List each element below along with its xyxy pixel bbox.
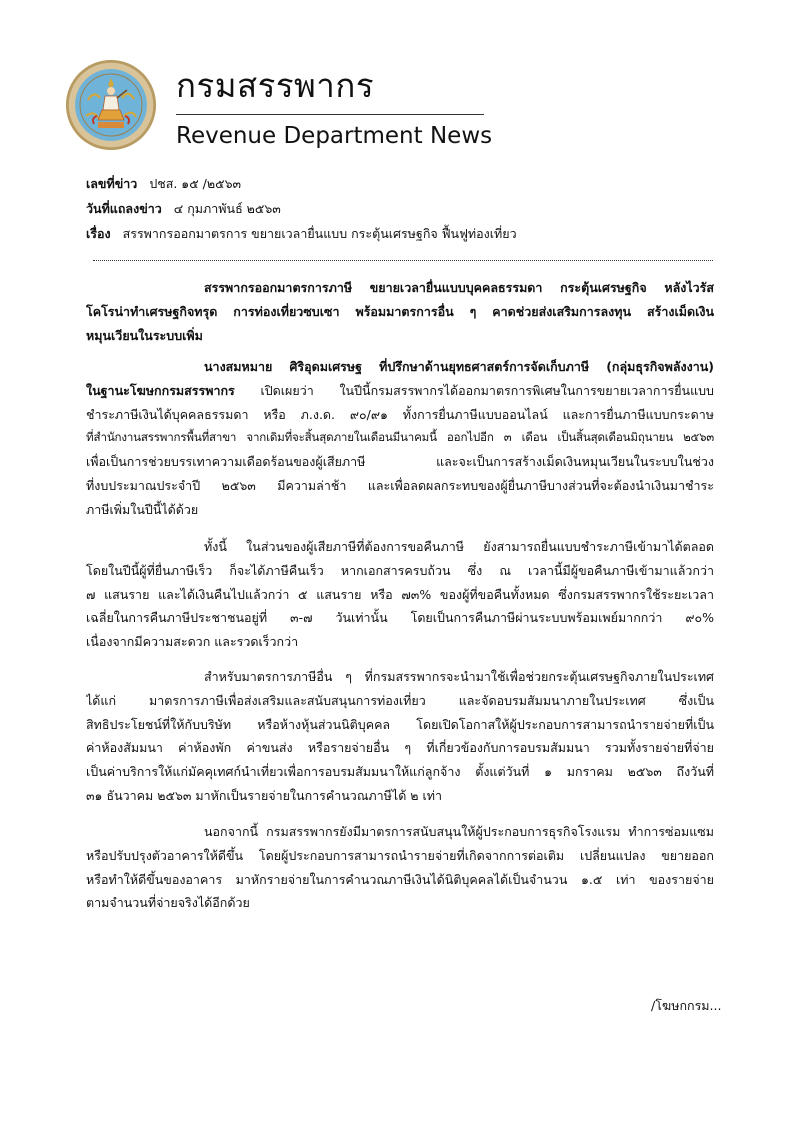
org-name-en: Revenue Department News	[176, 123, 493, 149]
subject-label: เรื่อง	[86, 226, 111, 241]
headline-line: สรรพากรออกมาตรการภาษี ขยายเวลายื่นแบบบุคคลธรรมดา กระตุ้นเศรษฐกิจ หลังไวรัส	[204, 280, 714, 295]
headline-line: หมุนเวียนในระบบเพิ่ม	[86, 327, 203, 343]
paragraph-line: สิทธิประโยชน์ที่ให้กับบริษัท หรือห้างหุ้นส่วนนิติบุคคล โดยเปิดโอกาสให้ผู้ประกอบการสามารถนำรายจ่ายที่เป็น	[86, 716, 714, 732]
header-divider	[176, 114, 484, 115]
paragraph-line: ค่าห้องสัมมนา ค่าห้องพัก ค่าขนส่ง หรือรายจ่ายอื่น ๆ ที่เกี่ยวข้องกับการอบรมสัมมนา รวมทั้งรายจ่ายที่จ่าย	[86, 740, 714, 756]
speaker-line: นางสมหมาย ศิริอุดมเศรษฐ ที่ปรึกษาด้านยุทธศาสตร์การจัดเก็บภาษี (กลุ่มธุรกิจพลังงาน)	[204, 359, 714, 374]
paragraph-tourism-measures	[86, 665, 714, 808]
paragraph-line: สำหรับมาตรการภาษีอื่น ๆ ที่กรมสรรพากรจะนำมาใช้เพื่อช่วยกระตุ้นเศรษฐกิจภายในประเทศ	[204, 669, 714, 684]
paragraph-line: โดยในปีนี้ผู้ที่ยื่นภาษีเร็ว ก็จะได้ภาษีคืนเร็ว หากเอกสารครบถ้วน ซึ่ง ณ เวลานี้มีผู้ขอคืนภาษีเข้ามาแล้วกว่า	[86, 562, 714, 578]
headline	[86, 276, 714, 347]
revenue-department-seal-icon	[66, 60, 156, 150]
paragraph-hotel-measures	[86, 820, 714, 915]
paragraph-line-rest: เปิดเผยว่า ในปีนี้กรมสรรพากรได้ออกมาตรการพิเศษในการขยายเวลาการยื่นแบบ	[234, 382, 714, 398]
subject-row	[86, 224, 517, 244]
paragraph-line: ที่งบประมาณประจำปี ๒๕๖๓ มีความล่าช้า และเพื่อลดผลกระทบของผู้ยื่นภาษีบางส่วนที่จะต้องนำเงินมาชำระ	[86, 477, 714, 493]
news-number-row	[86, 174, 241, 194]
paragraph-line: เพื่อเป็นการช่วยบรรเทาความเดือดร้อนของผู้เสียภาษี และจะเป็นการสร้างเม็ดเงินหมุนเวียนในระบบในช่วง	[86, 454, 714, 470]
subject-value: สรรพากรออกมาตรการ ขยายเวลายื่นแบบ กระตุ้นเศรษฐกิจ ฟื้นฟูท่องเที่ยว	[122, 226, 517, 241]
paragraph-line: หรือปรับปรุงตัวอาคารให้ดีขึ้น โดยผู้ประกอบการสามารถนำรายจ่ายที่เกิดจากการต่อเติม เปลี่ยนแปลง ขยายออก	[86, 847, 714, 863]
paragraph-line: เนื่องจากมีความสะดวก และรวดเร็วกว่า	[86, 634, 299, 650]
speaker-role: ในฐานะโฆษกกรมสรรพากร	[86, 382, 235, 398]
paragraph-line	[86, 379, 714, 403]
continuation-note: /โฆษกกรม...	[651, 998, 722, 1013]
paragraph-line: เฉลี่ยในการคืนภาษีประชาชนอยู่ที่ ๓-๗ วันเท่านั้น โดยเป็นการคืนภาษีผ่านระบบพร้อมเพย์มากกว่า ๙๐%	[86, 610, 714, 626]
paragraph-line: หรือทำให้ดีขึ้นของอาคาร มาหักรายจ่ายในการคำนวณภาษีเงินได้นิติบุคคลได้เป็นจำนวน ๑.๕ เท่า ของรายจ่าย	[86, 871, 714, 887]
paragraph-line: ชำระภาษีเงินได้บุคคลธรรมดา หรือ ภ.ง.ด. ๙๐/๙๑ ทั้งการยื่นภาษีแบบออนไลน์ และการยื่นภาษีแบบกระดาษ	[86, 406, 714, 422]
paragraph-line: นอกจากนี้ กรมสรรพากรยังมีมาตรการสนับสนุนให้ผู้ประกอบการธุรกิจโรงแรม ทำการซ่อมแซม	[204, 824, 714, 839]
paragraph-line: ที่สำนักงานสรรพากรพื้นที่สาขา จากเดิมที่จะสิ้นสุดภายในเดือนมีนาคมนี้ ออกไปอีก ๓ เดือน เป็นสิ้นสุดเดือนมิถุนายน ๒๕๖๓	[86, 430, 714, 445]
org-name-th: กรมสรรพากร	[176, 66, 375, 105]
paragraph-line: ภาษีเพิ่มในปีนี้ได้ด้วย	[86, 501, 199, 517]
news-number-label: เลขที่ข่าว	[86, 176, 138, 191]
deity-emblem-icon	[66, 60, 156, 150]
press-date-label: วันที่แถลงข่าว	[86, 201, 162, 216]
paragraph-line: ทั้งนี้ ในส่วนของผู้เสียภาษีที่ต้องการขอคืนภาษี ยังสามารถยื่นแบบชำระภาษีเข้ามาได้ตลอด	[204, 539, 714, 554]
paragraph-line: เป็นค่าบริการให้แก่มัคคุเทศก์นำเที่ยวเพื่อการอบรมสัมมนาให้แก่ลูกจ้าง ตั้งแต่วันที่ ๑ มกราคม ๒๕๖๓ ถึงวันที่	[86, 764, 714, 780]
paragraph-line: ๓๑ ธันวาคม ๒๕๖๓ มาหักเป็นรายจ่ายในการคำนวณภาษีได้ ๒ เท่า	[86, 787, 443, 803]
press-date-value: ๔ กุมภาพันธ์ ๒๕๖๓	[173, 201, 281, 216]
headline-line: โคโรน่าทำเศรษฐกิจทรุด การท่องเที่ยวซบเซา พร้อมมาตรการอื่น ๆ คาดช่วยส่งเสริมการลงทุน สร้างเม็ดเงิน	[86, 303, 714, 319]
paragraph-line: ๗ แสนราย และได้เงินคืนไปแล้วกว่า ๕ แสนราย หรือ ๗๓% ของผู้ที่ขอคืนทั้งหมด ซึ่งกรมสรรพากรใช้ระยะเวลา	[86, 586, 714, 602]
paragraph-spokesperson	[86, 355, 714, 522]
news-number-value: ปชส. ๑๕ /๒๕๖๓	[149, 176, 242, 191]
dotted-separator	[93, 260, 713, 261]
paragraph-line: ได้แก่ มาตรการภาษีเพื่อส่งเสริมและสนับสนุนการท่องเที่ยว และจัดอบรมสัมมนาภายในประเทศ ซึ่งเป็น	[86, 692, 714, 708]
press-date-row	[86, 199, 281, 219]
paragraph-refund	[86, 535, 714, 654]
paragraph-line: ตามจำนวนที่จ่ายจริงได้อีกด้วย	[86, 895, 250, 911]
